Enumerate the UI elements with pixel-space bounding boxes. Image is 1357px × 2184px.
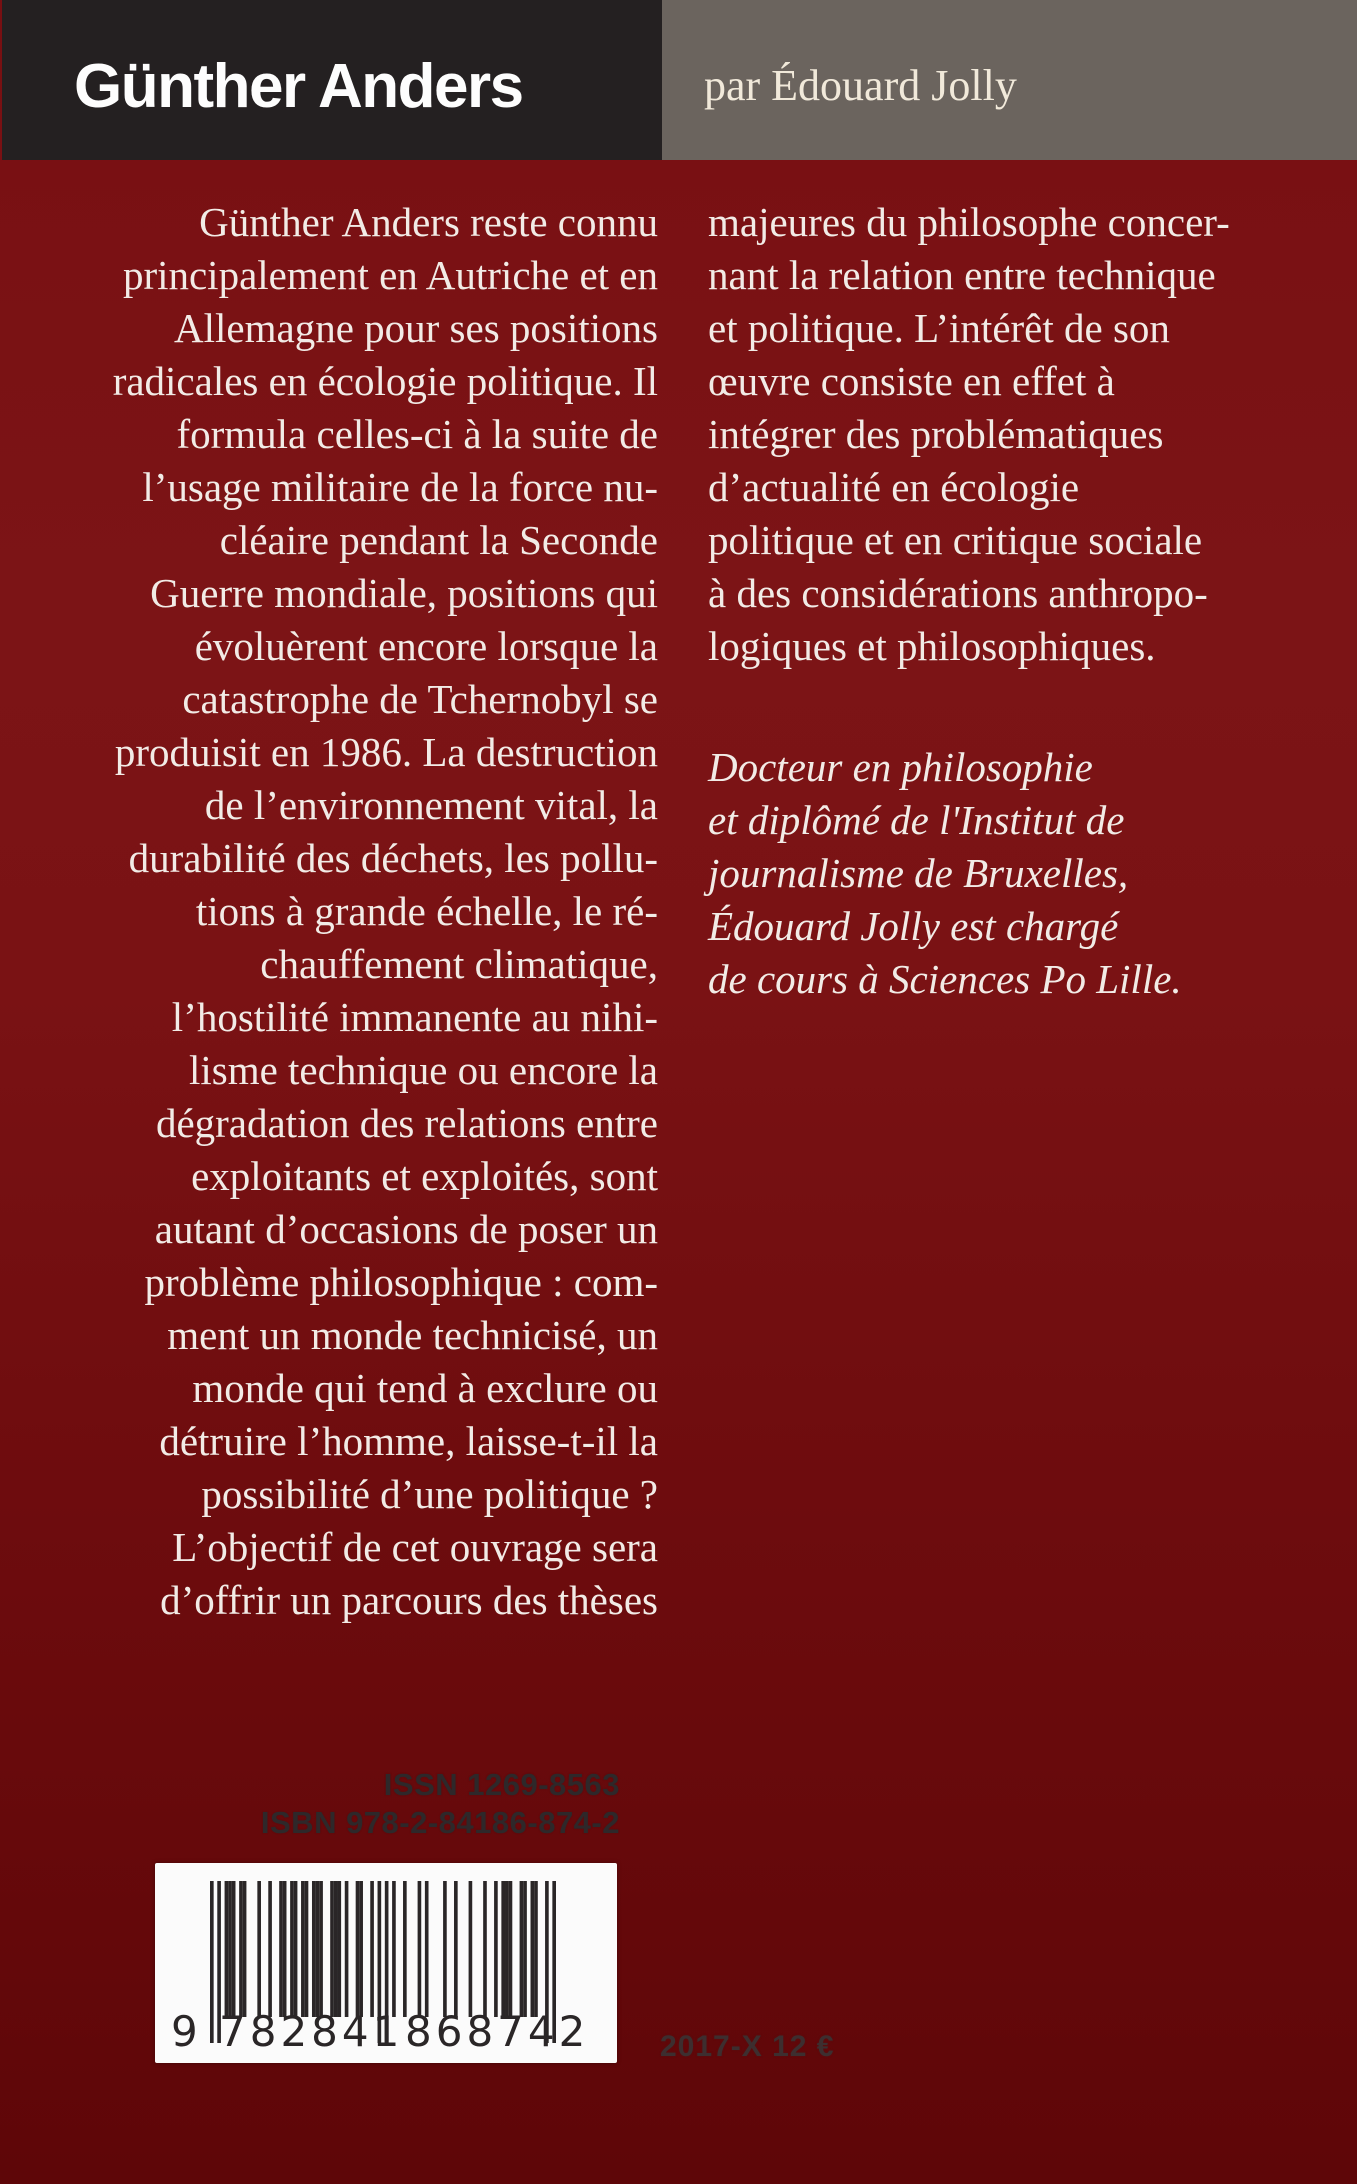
blurb-right-column — [708, 196, 1230, 1006]
text-line: produisit en 1986. La destruction — [114, 729, 658, 775]
header-title-band — [2, 0, 662, 160]
text-line: tions à grande échelle, le ré- — [195, 888, 658, 934]
text-line: principalement en Autriche et en — [122, 252, 658, 298]
text-line: catastrophe de Tchernobyl se — [182, 676, 658, 722]
text-line: cléaire pendant la Seconde — [219, 517, 658, 563]
text-line: exploitants et exploités, sont — [191, 1153, 658, 1199]
isbn-label: ISBN 978-2-84186-874-2 — [260, 1805, 620, 1840]
text-line: intégrer des problématiques — [708, 411, 1164, 457]
ean13-barcode — [155, 1863, 617, 2063]
price-label: 2017-X 12 € — [660, 2030, 835, 2063]
text-line: journalisme de Bruxelles, — [708, 850, 1129, 896]
barcode-lead-digit: 9 — [171, 2007, 198, 2056]
text-line: à des considérations anthropo- — [708, 570, 1208, 616]
text-line: chauffement climatique, — [260, 941, 658, 987]
barcode-digits — [155, 2007, 617, 2055]
text-line: problème philosophique : com- — [144, 1259, 658, 1305]
text-line: de l’environnement vital, la — [204, 782, 658, 828]
text-line: et diplômé de l'Institut de — [708, 797, 1125, 843]
text-line: nant la relation entre technique — [708, 252, 1216, 298]
header-byline-band — [662, 0, 1357, 160]
text-line: lisme technique ou encore la — [188, 1047, 658, 1093]
text-line: dégradation des relations entre — [155, 1100, 658, 1146]
issn-label: ISSN 1269-8563 — [383, 1767, 620, 1802]
barcode-group2: 868742 — [405, 2007, 590, 2056]
blurb-left-column — [60, 196, 658, 1627]
text-line: œuvre consiste en effet à — [708, 358, 1115, 404]
author-bio — [708, 741, 1208, 1006]
text-line: formula celles-ci à la suite de — [176, 411, 658, 457]
text-line: radicales en écologie politique. Il — [112, 358, 658, 404]
text-line: majeures du philosophe concer- — [708, 199, 1230, 245]
text-line: Allemagne pour ses positions — [174, 305, 658, 351]
text-line: autant d’occasions de poser un — [154, 1206, 658, 1252]
text-line: L’objectif de cet ouvrage sera — [172, 1524, 658, 1570]
text-line: de cours à Sciences Po Lille. — [708, 956, 1182, 1002]
text-line: Günther Anders reste connu — [199, 199, 658, 245]
text-line: et politique. L’intérêt de son — [708, 305, 1170, 351]
text-line: Docteur en philosophie — [708, 744, 1093, 790]
book-title: Günther Anders — [74, 51, 523, 121]
text-line: d’offrir un parcours des thèses — [160, 1577, 658, 1623]
barcode-group1: 782841 — [219, 2007, 404, 2056]
header-band — [2, 0, 1357, 160]
text-line: l’hostilité immanente au nihi- — [171, 994, 658, 1040]
text-line: Guerre mondiale, positions qui — [150, 570, 658, 616]
text-line: évoluèrent encore lorsque la — [194, 623, 658, 669]
text-line: d’actualité en écologie — [708, 464, 1080, 510]
text-line: ment un monde technicisé, un — [167, 1312, 658, 1358]
text-line: possibilité d’une politique ? — [201, 1471, 658, 1517]
text-line: détruire l’homme, laisse-t-il la — [159, 1418, 658, 1464]
publishing-codes — [0, 1766, 620, 1842]
text-line: durabilité des déchets, les pollu- — [128, 835, 658, 881]
text-line: politique et en critique sociale — [708, 517, 1203, 563]
text-line: logiques et philosophiques. — [708, 623, 1156, 669]
text-line: l’usage militaire de la force nu- — [142, 464, 658, 510]
text-line: monde qui tend à exclure ou — [192, 1365, 658, 1411]
book-byline: par Édouard Jolly — [704, 60, 1017, 110]
text-line: Édouard Jolly est chargé — [708, 903, 1119, 949]
blurb-right-paragraph — [708, 196, 1230, 673]
